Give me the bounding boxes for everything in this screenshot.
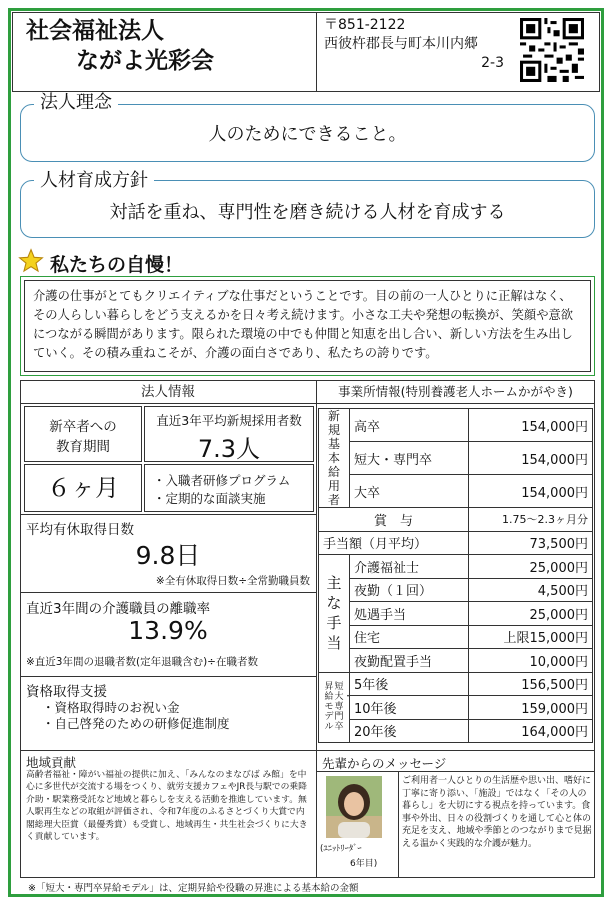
- philosophy-title: 法人理念: [34, 92, 118, 114]
- qual-item: ・資格取得時のお祝い金: [42, 700, 180, 715]
- hires-label: 直近3年平均新規採用者数: [156, 413, 302, 428]
- base-pay-value: 154,000円: [469, 409, 593, 442]
- address-line-1: 西彼杵郡長与町本川内郷: [324, 36, 478, 52]
- allowance-value: 25,000円: [469, 555, 593, 579]
- base-pay-label-cell: 大卒: [350, 475, 469, 508]
- pride-title: 私たちの自慢！: [50, 254, 184, 276]
- base-pay-label-cell: 高卒: [350, 409, 469, 442]
- base-pay-label: 新規基本給: [328, 409, 341, 479]
- bonus-label: 賞 与: [319, 508, 469, 532]
- message-title: 先輩からのメッセージ: [322, 756, 447, 771]
- allowance-label: 処遇手当: [350, 602, 469, 626]
- hires-value: 7.3人: [197, 435, 261, 463]
- training-period-value: ６ヶ月: [47, 474, 119, 502]
- allowance-value: 4,500円: [469, 578, 593, 602]
- hires-cell: [144, 406, 314, 462]
- hr-policy-title: 人材育成方針: [34, 170, 154, 192]
- address-block: [324, 16, 504, 73]
- table-row: [319, 649, 593, 673]
- leave-note: ※全有休取得日数÷全常勤職員数: [155, 575, 310, 587]
- grid-center-divider: [316, 380, 317, 878]
- allowance-label: 夜勤（１回）: [350, 578, 469, 602]
- pride-body: 介護の仕事がとてもクリエイティブな仕事だということです。目の前の一人ひとりに正解はなく、その人らしい暮らしをどう支えるかを日々考え続けます。小さな工夫や発想の転換が、笑顔や意欲につながる瞬間があります。限られた環境の中でも仲間と知恵を出し合い、新しい方法を生み出していく。その積み重ねこそが、介護の面白さであり、私たちの誇りです。: [24, 280, 591, 372]
- table-row: [319, 442, 593, 475]
- message-divider: [398, 771, 399, 878]
- allowance-label: 介護福祉士: [350, 555, 469, 579]
- allowance-total-label: 手当額（月平均）: [319, 531, 469, 555]
- office-info-header: 事業所情報(特別養護老人ホームかがやき): [316, 380, 595, 404]
- allowance-group-label: [319, 555, 350, 673]
- header-divider: [316, 12, 317, 92]
- message-title-border: [316, 771, 595, 772]
- training-label-1: 新卒者への: [49, 419, 117, 435]
- base-pay-value: 154,000円: [469, 475, 593, 508]
- table-row: [319, 602, 593, 626]
- bonus-value: 1.75～2.3ヶ月分: [469, 508, 593, 532]
- allowance-label: 夜勤配置手当: [350, 649, 469, 673]
- qual-top-border: [20, 676, 316, 677]
- raise-value: 156,500円: [469, 672, 593, 696]
- philosophy-body: 人のためにできること。: [208, 124, 407, 145]
- base-pay-value: 154,000円: [469, 442, 593, 475]
- table-row: [319, 555, 593, 579]
- pride-box: [20, 276, 595, 376]
- raise-label: 10年後: [350, 696, 469, 720]
- qual-item: ・自己啓発のための研修促進制度: [42, 716, 230, 731]
- table-row: [319, 475, 593, 508]
- base-pay-table: [318, 408, 593, 743]
- org-title: ながよ光彩会: [76, 48, 214, 74]
- leave-label: 平均有休取得日数: [26, 522, 134, 538]
- training-label-cell: [24, 406, 142, 462]
- org-name: [26, 16, 214, 76]
- star-icon: [18, 248, 44, 274]
- table-row: [319, 409, 593, 442]
- allowance-value: 25,000円: [469, 602, 593, 626]
- allowance-group-text: 主な手当: [326, 574, 342, 653]
- raise-value: 164,000円: [469, 719, 593, 743]
- message-top-border: [316, 750, 595, 751]
- raise-group-label: [319, 672, 353, 743]
- turnover-note: ※直近3年間の退職者数(定年退職含む)÷在職者数: [26, 656, 258, 668]
- table-row: [319, 531, 593, 555]
- turnover-label: 直近3年間の介護職員の離職率: [26, 601, 211, 617]
- staff-role: (ﾕﾆｯﾄﾘｰﾀﾞｰ: [320, 844, 362, 854]
- qual-title: 資格取得支援: [26, 684, 107, 700]
- table-row: [319, 672, 593, 696]
- program-item: ・定期的な面談実施: [153, 491, 266, 506]
- raise-label-b: 短大・専門卒: [334, 682, 353, 733]
- allowance-label: 住宅: [350, 625, 469, 649]
- allowance-total-value: 73,500円: [469, 531, 593, 555]
- footnote: ※「短大・専門卒昇給モデル」は、定期昇給や役職の昇進による基本給の金額: [28, 883, 359, 894]
- corp-info-header: 法人情報: [20, 380, 316, 404]
- community-body: 高齢者福祉・障がい福祉の提供に加え、「みんなのまなびば み館」を中心に多世代が交流する場をつくり、就労支援カフェやJR長与駅での乗降介助・駅業務受託など地域と暮らしを支える活動を推進しています。無人駅再生などの取組が評価され、令和7年度のふるさとづくり大賞で内閣総理大臣賞（最優秀賞）も受賞し、地域再生・共生社会づくりに大きく貢献しています。: [26, 770, 308, 843]
- staff-years: 6年目): [350, 859, 378, 869]
- turnover-top-border: [20, 592, 316, 593]
- table-row: [319, 578, 593, 602]
- base-pay-label-cell: 短大・専門卒: [350, 442, 469, 475]
- table-row: [319, 508, 593, 532]
- allowance-value: 10,000円: [469, 649, 593, 673]
- allowance-value: 上限15,000円: [469, 625, 593, 649]
- training-label-2: 教育期間: [56, 439, 110, 455]
- base-pay-group-label: [319, 409, 350, 508]
- qr-code-icon[interactable]: [520, 18, 584, 82]
- raise-label-a: 昇給モデル: [324, 682, 334, 733]
- turnover-value: 13.9%: [128, 616, 208, 645]
- hr-policy-body: 対話を重ね、専門性を磨き続ける人材を育成する: [109, 202, 506, 223]
- table-row: [319, 625, 593, 649]
- staff-photo: [326, 776, 382, 838]
- community-title: 地域貢献: [26, 755, 77, 770]
- training-period-cell: [24, 464, 142, 512]
- raise-label: 5年後: [350, 672, 469, 696]
- postal-code: 〒851-2122: [324, 17, 406, 33]
- programs-cell: [144, 464, 314, 512]
- program-item: ・入職者研修プログラム: [153, 473, 291, 488]
- raise-label: 20年後: [350, 719, 469, 743]
- table-row: [319, 719, 593, 743]
- leave-top-border: [20, 514, 316, 515]
- address-line-2: 2-3: [481, 55, 504, 71]
- org-type: 社会福祉法人: [26, 18, 164, 44]
- table-row: [319, 696, 593, 720]
- leave-value: 9.8日: [135, 541, 201, 570]
- raise-value: 159,000円: [469, 696, 593, 720]
- message-body: ご利用者一人ひとりの生活歴や思い出、嗜好に丁寧に寄り添い、「施設」ではなく「その人の暮らし」を大切にする視点を持っています。食事や外出、日々の役割づくりを通して心と体の充足を支え、地域や季節とのつながりまで見据える温かく実践的な介護が魅力。: [402, 776, 592, 849]
- base-pay-label-2: 用者: [328, 479, 341, 507]
- community-top-border: [20, 750, 316, 751]
